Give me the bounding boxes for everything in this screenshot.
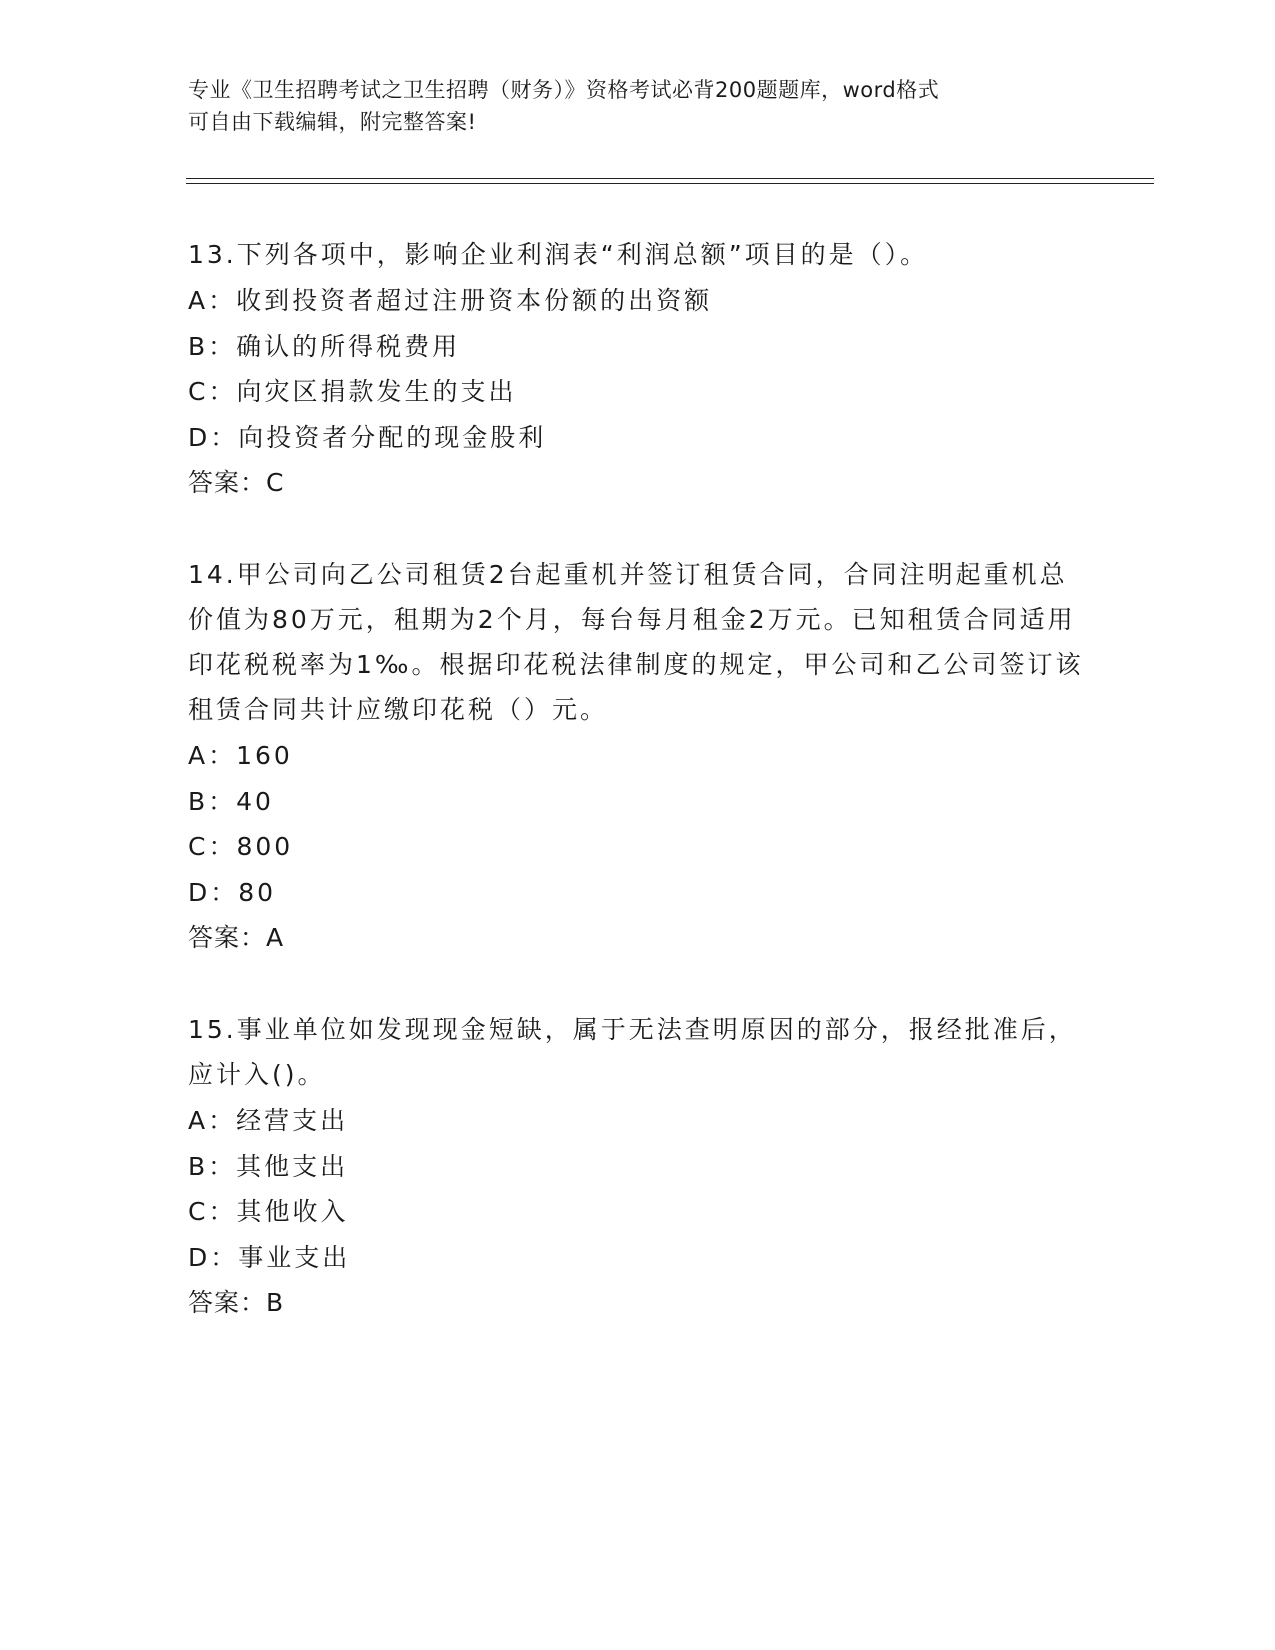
option-d: D：向投资者分配的现金股利 xyxy=(188,422,547,452)
header-divider-bottom xyxy=(186,183,1154,184)
answer-line: 答案：A xyxy=(188,923,285,952)
question-13 xyxy=(188,232,1088,506)
answer-line: 答案：C xyxy=(188,468,285,497)
question-15 xyxy=(188,1007,1088,1326)
option-b: B：确认的所得税费用 xyxy=(188,331,461,361)
option-b: B：其他支出 xyxy=(188,1151,349,1181)
option-c: C：向灾区捐款发生的支出 xyxy=(188,377,517,406)
answer-line: 答案：B xyxy=(188,1288,285,1317)
question-14 xyxy=(188,552,1088,961)
document-header xyxy=(188,74,1088,138)
header-line-1: 专业《卫生招聘考试之卫生招聘（财务）》资格考试必背200题题库，word格式 xyxy=(188,78,940,102)
question-stem: 15.事业单位如发现现金短缺，属于无法查明原因的部分，报经批准后，应计入()。 xyxy=(188,1015,1077,1089)
header-divider-top xyxy=(186,178,1154,179)
option-b: B：40 xyxy=(188,786,274,816)
option-a: A：收到投资者超过注册资本份额的出资额 xyxy=(188,286,713,315)
option-a: A：160 xyxy=(188,741,293,770)
option-d: D：事业支出 xyxy=(188,1242,351,1272)
option-c: C：其他收入 xyxy=(188,1197,349,1226)
question-stem: 14.甲公司向乙公司租赁2台起重机并签订租赁合同，合同注明起重机总价值为80万元，租期为2个月，每台每月租金2万元。已知租赁合同适用印花税税率为1‰。根据印花税法律制度的规定，甲公司和乙公司签订该租赁合同共计应缴印花税（）元。 xyxy=(188,560,1084,724)
question-stem: 13.下列各项中，影响企业利润表“利润总额”项目的是（）。 xyxy=(188,240,929,269)
option-c: C：800 xyxy=(188,832,294,861)
header-line-2: 可自由下载编辑，附完整答案! xyxy=(188,110,477,134)
option-d: D：80 xyxy=(188,877,277,907)
option-a: A：经营支出 xyxy=(188,1106,349,1135)
question-list xyxy=(188,232,1088,1372)
